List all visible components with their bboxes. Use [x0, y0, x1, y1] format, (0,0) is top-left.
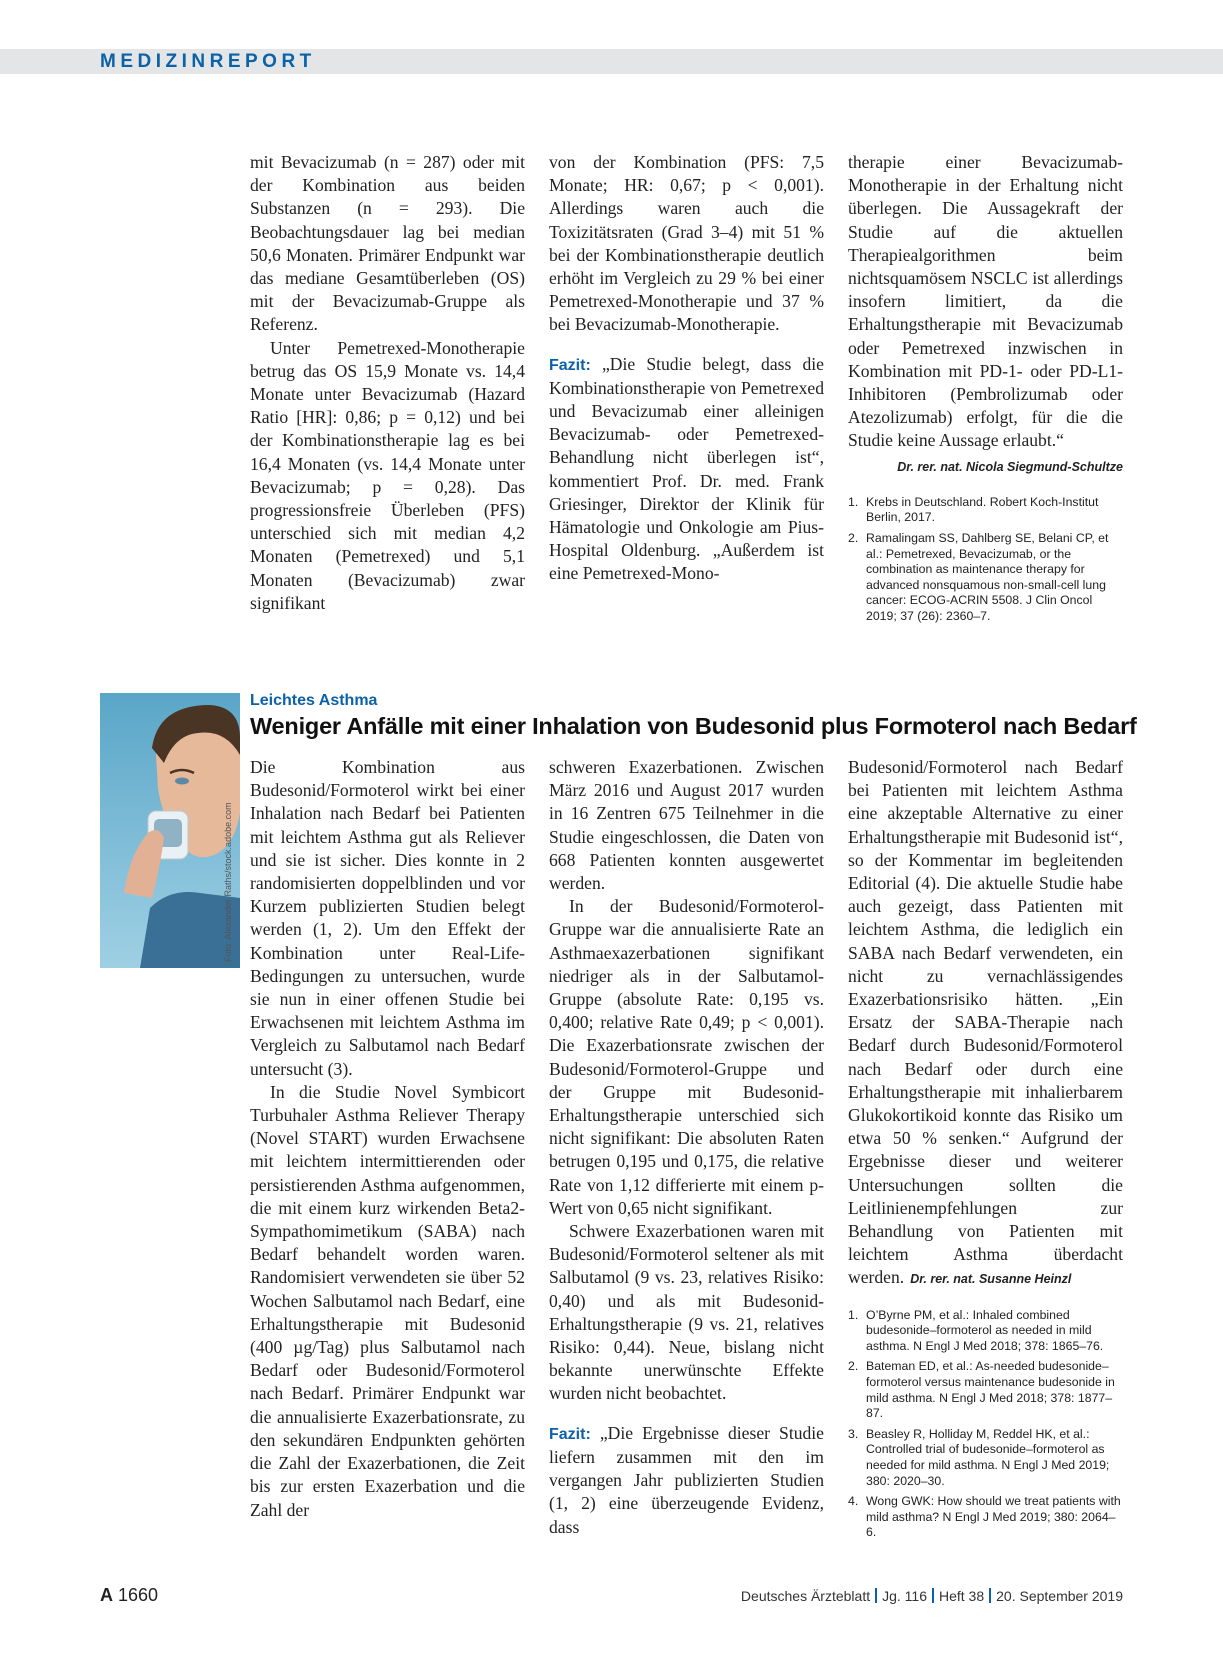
photo-credit: Foto: Alexander Raths/stock.adobe.com	[223, 802, 233, 962]
paragraph: von der Kombination (PFS: 7,5 Monate; HR: 0,67; p < 0,001). Allerdings waren auch die Toxizitätsraten (Grad 3–4) mit 51 % bei der Kombinationstherapie deutlich erhöht im Vergleich zu 29 % bei einer Pemetrexed-Monotherapie und 37 % bei Bevacizumab-Monotherapie.	[549, 152, 824, 335]
reference-number: 3.	[848, 1426, 859, 1441]
fazit-text: „Die Ergebnisse dieser Studie liefern zusammen mit den im vergangen Jahr publizierten Studien (1, 2) eine überzeugende Evidenz, dass	[549, 1422, 824, 1537]
paragraph: mit Bevacizumab (n = 287) oder mit der Kombination aus beiden Substanzen (n = 293). Die Beobachtungsdauer lag bei median 50,6 Monaten. Primärer Endpunkt war das mediane Gesamtüberleben (OS) mit der Bevacizumab-Gruppe als Referenz.	[250, 152, 525, 335]
man-using-inhaler-image	[100, 693, 240, 968]
reference-list	[848, 495, 1123, 625]
reference-item	[848, 531, 1123, 625]
divider	[989, 1588, 991, 1603]
article-headline: Weniger Anfälle mit einer Inhalation von Budesonid plus Formoterol nach Bedarf	[250, 713, 1137, 739]
reference-item	[848, 1494, 1123, 1541]
reference-number: 1.	[848, 1307, 859, 1322]
fazit-paragraph	[549, 1422, 824, 1539]
reference-text: Bateman ED, et al.: As-needed budesonide–formoterol versus maintenance budesonide in mild asthma. N Engl J Med 2018; 378: 1877–87.	[866, 1359, 1115, 1421]
paragraph: In die Studie Novel Symbicort Turbuhaler Asthma Reliever Therapy (Novel START) wurden Erwachsene mit leichtem intermittierenden oder persistierenden Asthma aufgenommen, die mit einem kurz wirkenden Beta2-Sympathomimetikum (SABA) nach Bedarf behandelt worden waren. Randomisiert verwendeten sie über 52 Wochen Salbutamol nach Bedarf, eine Erhaltungstherapie mit Budesonid (400 µg/Tag) plus Salbutamol nach Bedarf oder Budesonid/Formoterol nach Bedarf. Primärer Endpunkt war die annualisierte Exazerbationsrate, zu den sekundären Endpunkten gehörten die Zahl der Exazerbationen, die Zeit bis zur ersten Exazerbation und die Zahl der	[250, 1081, 525, 1520]
reference-item	[848, 1427, 1123, 1489]
reference-number: 4.	[848, 1494, 859, 1509]
paragraph: Schwere Exazerbationen waren mit Budesonid/Formoterol seltener als mit Salbutamol (9 vs. 23, relatives Risiko: 0,40) und als mit Budesonid-Erhaltungstherapie (9 vs. 21, relatives Risiko: 0,44). Neue, bislang nicht bekannte unerwünschte Effekte wurden nicht beobachtet.	[549, 1221, 824, 1404]
reference-text: Krebs in Deutschland. Robert Koch-Institut Berlin, 2017.	[866, 494, 1099, 525]
divider	[932, 1588, 934, 1603]
reference-text: Wong GWK: How should we treat patients with mild asthma? N Engl J Med 2019; 380: 2064–6.	[866, 1494, 1121, 1540]
reference-number: 1.	[848, 494, 859, 509]
paragraph: therapie einer Bevacizumab-Monotherapie in der Erhaltung nicht überlegen. Die Aussagekraft der Studie auf die aktuellen Therapiealgorithmen beim nichtsquamösem NSCLC ist allerdings insofern limitiert, da die Erhaltungstherapie mit Bevacizumab oder Pemetrexed inzwischen in Kombination mit PD-1- oder PD-L1-Inhibitoren (Pembrolizumab oder Atezolizumab) erfolgt, für die die Studie keine Aussage erlaubt.“	[848, 152, 1123, 451]
issue-date: 20. September 2019	[996, 1588, 1123, 1604]
paragraph: Die Kombination aus Budesonid/Formoterol wirkt bei einer Inhalation nach Bedarf bei Patienten mit leichtem Asthma gut als Reliever und sie ist sicher. Dies konnte in 2 randomisierten doppelblinden und vor Kurzem publizierten Studien belegt werden (1, 2). Um den Effekt der Kombination unter Real-Life-Bedingungen zu untersuchen, wurde sie nun in einer offenen Studie bei Erwachsenen mit leichtem Asthma im Vergleich zu Salbutamol nach Bedarf untersucht (3).	[250, 757, 525, 1079]
article-kicker: Leichtes Asthma	[250, 692, 378, 709]
reference-number: 2.	[848, 1359, 859, 1374]
article1-column-3	[848, 151, 1123, 630]
article2-column-2	[549, 756, 824, 1539]
reference-text: Beasley R, Holliday M, Reddel HK, et al.: Controlled trial of budesonide–formoterol as needed for mild asthma. N Engl J Med 2019; 380: 2020–30.	[866, 1426, 1110, 1488]
reference-item	[848, 1359, 1123, 1421]
page-number: A 1660	[100, 1585, 159, 1605]
reference-text: Ramalingam SS, Dahlberg SE, Belani CP, et al.: Pemetrexed, Bevacizumab, or the combination as maintenance therapy for advanced nonsquamous non-small-cell lung cancer: ECOG-ACRIN 5508. J Clin Oncol 2019; 37 (26): 2360–7.	[866, 531, 1109, 623]
fazit-label: Fazit:	[549, 356, 591, 374]
paragraph: schweren Exazerbationen. Zwischen März 2016 und August 2017 wurden in 16 Zentren 675 Teilnehmer in die Studie eingeschlossen, die Daten von 668 Patienten konnten ausgewertet werden.	[549, 757, 824, 894]
reference-list	[848, 1308, 1123, 1541]
paragraph: Unter Pemetrexed-Monotherapie betrug das OS 15,9 Monate vs. 14,4 Monate unter Bevacizumab (Hazard Ratio [HR]: 0,86; p = 0,12) und bei der Kombinationstherapie lag es bei 16,4 Monaten (vs. 14,4 Monate unter Bevacizumab; p = 0,28). Das progressionsfreie Überleben (PFS) unterschied sich mit median 4,2 Monaten (Pemetrexed) und 5,1 Monaten (Bevacizumab) zwar signifikant	[250, 337, 525, 613]
fazit-label: Fazit:	[549, 1425, 591, 1443]
reference-number: 2.	[848, 531, 859, 546]
article1-column-1	[250, 151, 525, 615]
section-label: MEDIZINREPORT	[100, 51, 316, 72]
article2-column-1	[250, 756, 525, 1522]
paragraph: In der Budesonid/Formoterol-Gruppe war die annualisierte Rate an Asthmaexazerbationen signifikant niedriger als in der Salbutamol-Gruppe (absolute Rate: 0,195 vs. 0,400; relative Rate 0,49; p < 0,001). Die Exazerbationsrate zwischen der Budesonid/Formoterol-Gruppe und der Gruppe mit Budesonid-Erhaltungstherapie unterschied sich nicht signifikant: Die absoluten Raten betrugen 0,195 und 0,175, die relative Rate von 1,12 differierte mit einem p-Wert von 0,65 nicht signifikant.	[549, 896, 824, 1218]
reference-text: O’Byrne PM, et al.: Inhaled combined budesonide–formoterol as needed in mild asthma. N Engl J Med 2018; 378: 1865–76.	[866, 1307, 1104, 1353]
paragraph	[848, 756, 1123, 1292]
reference-item	[848, 1308, 1123, 1355]
fazit-paragraph	[549, 353, 824, 586]
issue: Heft 38	[938, 1588, 985, 1604]
article-photo	[100, 693, 240, 968]
article1-column-2	[549, 151, 824, 586]
author-byline: Dr. rer. nat. Nicola Siegmund-Schultze	[897, 459, 1123, 474]
fazit-text: „Die Studie belegt, dass die Kombinationstherapie von Pemetrexed und Bevacizumab einer alleinigen Bevacizumab- oder Pemetrexed-Behandlung nicht überlegen ist“, kommentiert Prof. Dr. med. Frank Griesinger, Direktor der Klinik für Hämatologie und Onkologie am Pius-Hospital Oldenburg. „Außerdem ist eine Pemetrexed-Mono-	[549, 353, 824, 584]
article2-column-3	[848, 756, 1123, 1546]
divider	[875, 1588, 877, 1603]
volume: Jg. 116	[882, 1588, 927, 1604]
author-byline: Dr. rer. nat. Susanne Heinzl	[910, 1272, 1072, 1287]
paragraph-text: Budesonid/Formoterol nach Bedarf bei Patienten mit leichtem Asthma eine akzeptable Alternative zu einer Erhaltungstherapie mit Budesonid ist“, so der Kommentar im begleitenden Editorial (4). Die aktuelle Studie habe auch gezeigt, dass Patienten mit leichtem Asthma, die lediglich ein SABA nach Bedarf verwendeten, ein nicht zu vernachlässigendes Exazerbationsrisiko hätten. „Ein Ersatz der SABA-Therapie nach Bedarf durch Budesonid/Formoterol nach Bedarf oder durch eine Erhaltungstherapie mit inhalierbarem Glukokortikoid konnte das Risiko um etwa 50 % senken.“ Aufgrund der Ergebnisse dieser und weiterer Untersuchungen sollten die Leitlinienempfehlungen zur Behandlung von Patienten mit leichtem Asthma überdacht werden.	[848, 757, 1123, 1288]
reference-item	[848, 495, 1123, 526]
journal-name: Deutsches Ärzteblatt	[740, 1588, 871, 1604]
journal-footer	[741, 1588, 1123, 1604]
